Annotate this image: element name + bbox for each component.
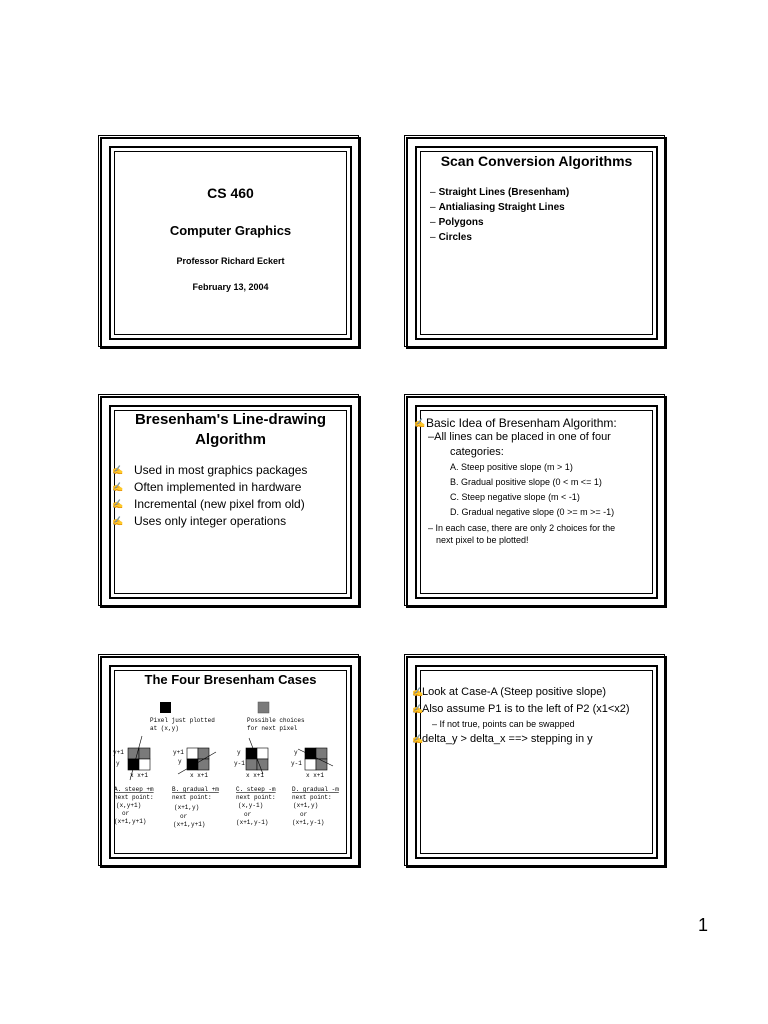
svg-text:y+1: y+1 bbox=[173, 749, 184, 756]
category-list bbox=[418, 460, 655, 520]
list-item: ✍ Used in most graphics packages bbox=[112, 463, 308, 477]
legend-plotted-label: Pixel just plotted bbox=[150, 717, 215, 724]
pen-bullet-icon: ✍ bbox=[412, 734, 424, 744]
case-a-grid bbox=[113, 736, 150, 780]
pen-bullet-icon: ✍ bbox=[112, 516, 124, 526]
list-item: A. Steep positive slope (m > 1) bbox=[450, 462, 573, 472]
list-item: – Polygons bbox=[430, 217, 484, 228]
legend-plotted-swatch bbox=[160, 702, 171, 713]
list-item: ✍ Incremental (new pixel from old) bbox=[112, 497, 305, 511]
svg-text:or: or bbox=[300, 811, 308, 818]
svg-text:(x+1,y): (x+1,y) bbox=[293, 802, 319, 809]
legend-choices-label: for next pixel bbox=[247, 725, 298, 732]
slide-bresenham-intro bbox=[100, 396, 361, 608]
svg-text:next point:: next point: bbox=[172, 794, 212, 801]
list-item: ✍ Often implemented in hardware bbox=[112, 480, 302, 494]
case-c-grid bbox=[234, 738, 268, 779]
svg-text:y+1: y+1 bbox=[113, 749, 124, 756]
svg-text:y: y bbox=[116, 760, 120, 767]
pen-bullet-icon: ✍ bbox=[112, 482, 124, 492]
case-b-text bbox=[172, 786, 219, 828]
slide-four-cases bbox=[100, 656, 361, 868]
pen-bullet-icon: ✍ bbox=[412, 704, 424, 714]
svg-text:A. steep +m: A. steep +m bbox=[114, 786, 154, 793]
pen-bullet-icon: ✍ bbox=[112, 465, 124, 475]
list-item: ✍ Look at Case-A (Steep positive slope) bbox=[412, 684, 655, 701]
list-item: B. Gradual positive slope (0 < m <= 1) bbox=[450, 477, 602, 487]
list-item: C. Steep negative slope (m < -1) bbox=[450, 492, 580, 502]
professor-name: Professor Richard Eckert bbox=[176, 256, 285, 266]
course-code: CS 460 bbox=[207, 185, 254, 201]
case-d-grid bbox=[291, 748, 333, 779]
svg-text:B. gradual +m: B. gradual +m bbox=[172, 786, 219, 793]
slide-scan-conversion bbox=[406, 137, 667, 349]
list-item: ✍ Also assume P1 is to the left of P2 (x1<x2) bbox=[412, 701, 655, 718]
svg-text:(x+1,y-1): (x+1,y-1) bbox=[236, 819, 269, 826]
slide-heading: The Four Bresenham Cases bbox=[144, 672, 317, 687]
svg-text:y-1: y-1 bbox=[234, 760, 245, 767]
slide-title bbox=[100, 137, 361, 349]
case-c-text bbox=[236, 786, 276, 826]
slide-basic-idea bbox=[406, 396, 667, 608]
pen-bullet-icon: ✍ bbox=[414, 417, 426, 428]
svg-text:or: or bbox=[244, 811, 252, 818]
svg-text:y: y bbox=[178, 758, 182, 765]
svg-text:or: or bbox=[122, 810, 130, 817]
svg-text:x x+1: x x+1 bbox=[306, 772, 325, 779]
sub-note: – If not true, points can be swapped bbox=[432, 719, 575, 729]
page-number: 1 bbox=[698, 915, 709, 935]
slide-heading: Bresenham's Line-drawing Algorithm bbox=[134, 411, 327, 448]
list-item: – Antialiasing Straight Lines bbox=[430, 202, 565, 213]
svg-text:next point:: next point: bbox=[236, 794, 276, 801]
list-item: ✍ delta_y > delta_x ==> stepping in y bbox=[412, 731, 655, 748]
svg-text:(x,y+1): (x,y+1) bbox=[116, 802, 142, 809]
svg-text:(x+1,y+1): (x+1,y+1) bbox=[173, 821, 206, 828]
list-item: ✍ Uses only integer operations bbox=[112, 514, 287, 528]
feature-list bbox=[112, 462, 349, 530]
slide-heading: Scan Conversion Algorithms bbox=[440, 153, 633, 169]
sub-note: – In each case, there are only 2 choices for the next pixel to be plotted! bbox=[428, 523, 616, 545]
case-a-text bbox=[114, 786, 154, 825]
svg-text:(x+1,y-1): (x+1,y-1) bbox=[292, 819, 325, 826]
svg-text:x x+1: x x+1 bbox=[130, 772, 149, 779]
sub-bullet: –All lines can be placed in one of four categories: bbox=[428, 431, 611, 458]
bresenham-cases-figure bbox=[112, 702, 339, 842]
course-subject: Computer Graphics bbox=[169, 223, 292, 238]
pen-bullet-icon: ✍ bbox=[112, 499, 124, 509]
svg-text:x x+1: x x+1 bbox=[246, 772, 265, 779]
lecture-date: February 13, 2004 bbox=[192, 282, 269, 292]
list-item: – Straight Lines (Bresenham) bbox=[430, 187, 570, 198]
case-d-text bbox=[292, 786, 339, 826]
list-item: – Circles bbox=[430, 232, 472, 243]
svg-text:D. gradual -m: D. gradual -m bbox=[292, 786, 339, 793]
svg-text:(x+1,y+1): (x+1,y+1) bbox=[114, 818, 147, 825]
pen-bullet-icon: ✍ bbox=[412, 687, 424, 697]
topic-list bbox=[430, 185, 655, 245]
svg-text:y: y bbox=[294, 749, 298, 756]
svg-text:next point:: next point: bbox=[114, 794, 154, 801]
list-item: D. Gradual negative slope (0 >= m >= -1) bbox=[450, 507, 615, 517]
legend-choice-swatch bbox=[258, 702, 269, 713]
svg-text:y: y bbox=[237, 749, 241, 756]
legend-choices-label: Possible choices bbox=[247, 717, 305, 724]
case-b-grid bbox=[173, 748, 216, 779]
svg-text:y-1: y-1 bbox=[291, 760, 302, 767]
svg-text:C. steep -m: C. steep -m bbox=[236, 786, 276, 793]
svg-text:(x+1,y): (x+1,y) bbox=[174, 804, 200, 811]
svg-text:or: or bbox=[180, 813, 188, 820]
main-bullet: ✍ Basic Idea of Bresenham Algorithm: bbox=[414, 416, 617, 430]
svg-text:x x+1: x x+1 bbox=[190, 772, 209, 779]
slide-case-a bbox=[406, 656, 667, 868]
svg-text:next point:: next point: bbox=[292, 794, 332, 801]
legend-plotted-label: at (x,y) bbox=[150, 725, 179, 732]
svg-text:(x,y-1): (x,y-1) bbox=[238, 802, 264, 809]
